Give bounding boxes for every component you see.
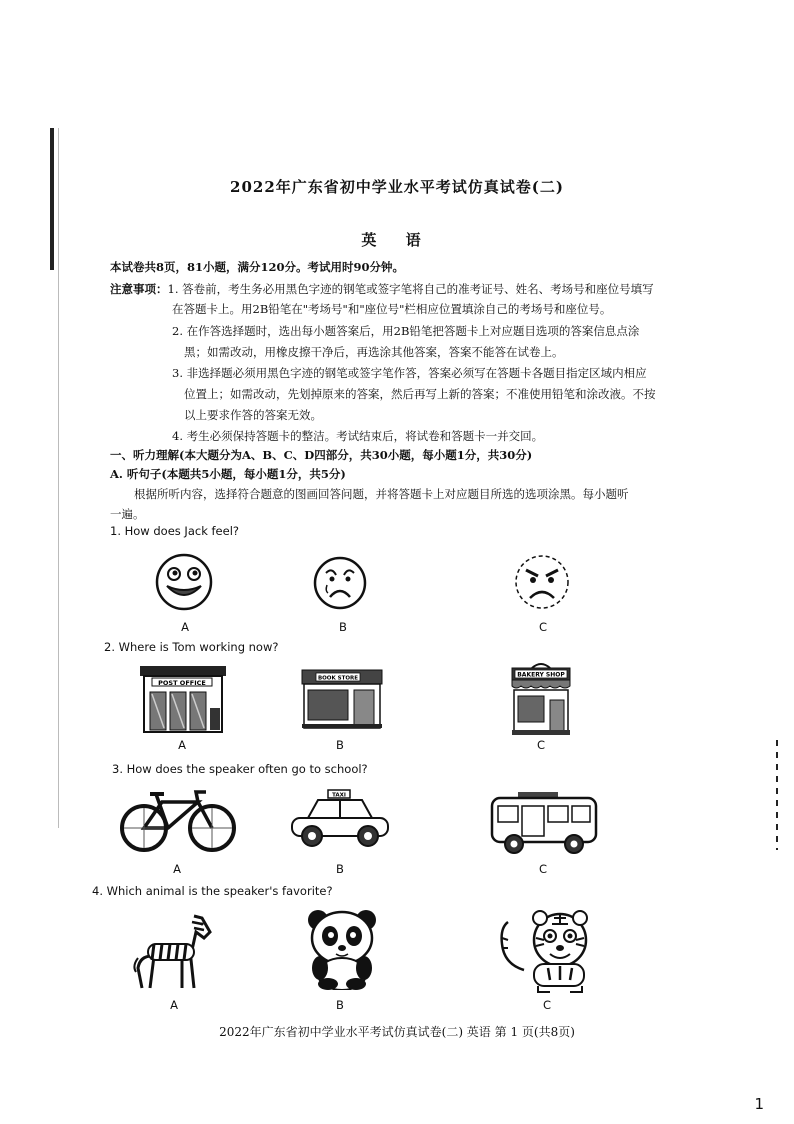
q2-option-b: B bbox=[336, 738, 344, 752]
angry-face-icon bbox=[512, 552, 572, 612]
note-1-line-2: 在答题卡上。用2B铅笔在"考场号"和"座位号"栏相应位置填涂自己的考场号和座位号。 bbox=[172, 302, 612, 316]
question-1-text: 1. How does Jack feel? bbox=[110, 524, 240, 538]
zebra-icon bbox=[132, 912, 214, 992]
q1-option-a: A bbox=[181, 620, 189, 634]
bakery-shop-sign: BAKERY SHOP bbox=[517, 671, 565, 679]
q2-option-a: A bbox=[178, 738, 186, 752]
q3-option-b: B bbox=[336, 862, 344, 876]
note-3-line-1: 3. 非选择题必须用黑色字迹的钢笔或签字笔作答，答案必须写在答题卡各题目指定区域内相应 bbox=[172, 366, 647, 380]
q2-option-c: C bbox=[536, 738, 546, 752]
note-1-line-1: 1. 答卷前，考生务必用黑色字迹的钢笔或签字笔将自己的准考证号、姓名、考场号和座位号填写 bbox=[167, 282, 654, 296]
taxi-icon bbox=[288, 788, 392, 850]
exam-summary: 本试卷共8页，81小题，满分120分。考试用时90分钟。 bbox=[110, 260, 405, 274]
subject-title: 英 语 bbox=[361, 231, 433, 249]
bakery-shop-icon bbox=[510, 660, 572, 736]
question-2-text: 2. Where is Tom working now? bbox=[104, 640, 279, 654]
note-2-line-2: 黑；如需改动，用橡皮擦干净后，再选涂其他答案，答案不能答在试卷上。 bbox=[184, 345, 564, 359]
bicycle-icon bbox=[118, 788, 238, 854]
page-number: 1 bbox=[754, 1095, 764, 1113]
notes-label: 注意事项： bbox=[110, 282, 168, 296]
tiger-icon bbox=[494, 908, 598, 994]
part-a-heading: A. 听句子(本题共5小题，每小题1分，共5分) bbox=[110, 467, 346, 481]
q1-option-c: C bbox=[538, 620, 548, 634]
book-store-icon bbox=[300, 668, 384, 730]
book-store-sign: BOOK STORE bbox=[317, 675, 359, 682]
post-office-sign: POST OFFICE bbox=[158, 679, 206, 687]
q3-option-a: A bbox=[173, 862, 181, 876]
notes-block bbox=[110, 279, 654, 299]
page-footer: 2022年广东省初中学业水平考试仿真试卷(二) 英语 第 1 页(共8页) bbox=[219, 1025, 575, 1039]
q1-option-b: B bbox=[339, 620, 347, 634]
directions-line-2: 一遍。 bbox=[110, 507, 145, 521]
note-2-line-1: 2. 在作答选择题时，选出每小题答案后，用2B铅笔把答题卡上对应题目选项的答案信息点涂 bbox=[172, 324, 640, 338]
q4-option-b: B bbox=[336, 998, 344, 1012]
q3-option-c: C bbox=[538, 862, 548, 876]
directions-line-1: 根据所听内容，选择符合题意的图画回答问题，并将答题卡上对应题目所选的选项涂黑。每小题听 bbox=[134, 487, 629, 501]
panda-icon bbox=[306, 908, 378, 990]
question-3-text: 3. How does the speaker often go to school? bbox=[112, 762, 368, 776]
note-4: 4. 考生必须保持答题卡的整洁。考试结束后，将试卷和答题卡一并交回。 bbox=[172, 429, 544, 443]
exam-title: 2022年广东省初中学业水平考试仿真试卷(二) bbox=[230, 178, 564, 196]
scan-mark bbox=[776, 740, 778, 850]
bus-icon bbox=[488, 790, 600, 856]
note-3-line-3: 以上要求作答的答案无效。 bbox=[184, 408, 322, 422]
section-heading: 一、听力理解(本大题分为A、B、C、D四部分，共30小题，每小题1分，共30分) bbox=[110, 448, 533, 462]
note-3-line-2: 位置上；如需改动，先划掉原来的答案，然后再写上新的答案；不准使用铅笔和涂改液。不按 bbox=[184, 387, 656, 401]
question-4-text: 4. Which animal is the speaker's favorite? bbox=[92, 884, 333, 898]
post-office-icon bbox=[138, 664, 228, 734]
q4-option-a: A bbox=[170, 998, 178, 1012]
q4-option-c: C bbox=[542, 998, 552, 1012]
taxi-sign: TAXI bbox=[332, 792, 346, 799]
sad-face-icon bbox=[312, 555, 368, 611]
happy-face-icon bbox=[154, 552, 214, 612]
